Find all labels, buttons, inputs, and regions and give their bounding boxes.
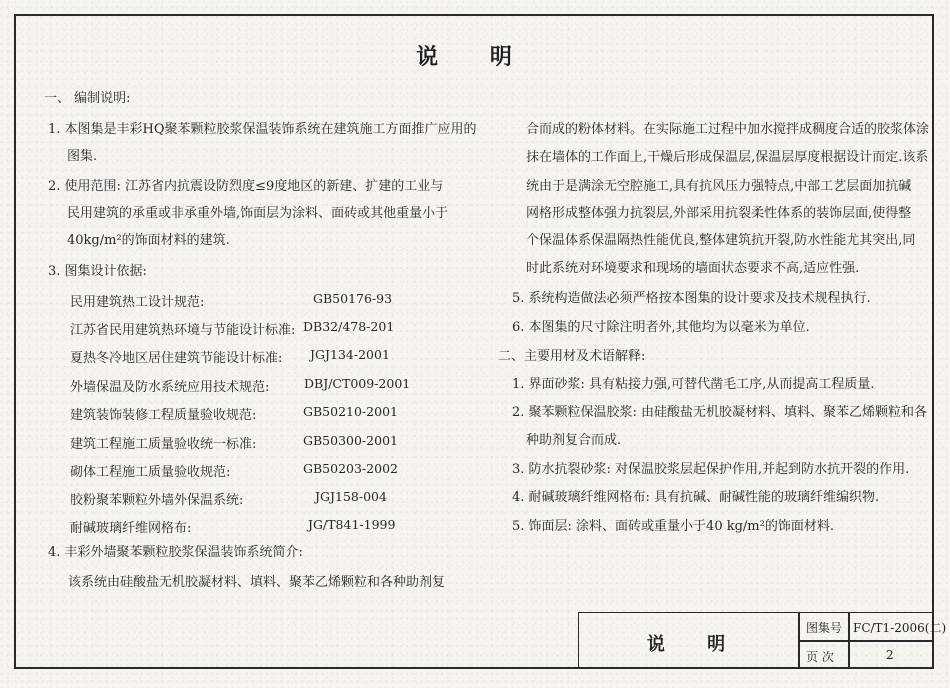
item-4-heading: 4. 丰彩外墙聚苯颗粒胶浆保温装饰系统简介: bbox=[48, 545, 303, 560]
standard-name: 建筑装饰装修工程质量验收规范: bbox=[70, 408, 257, 423]
material-4: 4. 耐碱玻璃纤维网格布: 具有抗碱、耐碱性能的玻璃纤维编织物. bbox=[512, 490, 880, 505]
item-5: 5. 系统构造做法必须严格按本图集的设计要求及技术规程执行. bbox=[512, 291, 871, 306]
standard-code: GB50203-2002 bbox=[303, 461, 398, 476]
standard-name: 胶粉聚苯颗粒外墙外保温系统: bbox=[70, 493, 244, 508]
page-title: 说 明 bbox=[416, 44, 534, 70]
material-3: 3. 防水抗裂砂浆: 对保温胶浆层起保护作用,并起到防水抗开裂的作用. bbox=[512, 462, 910, 477]
item-3-heading: 3. 图集设计依据: bbox=[48, 264, 147, 279]
standard-code: GB50210-2001 bbox=[303, 404, 398, 419]
page-number-value: 2 bbox=[886, 648, 894, 662]
material-2-line-2: 种助剂复合而成. bbox=[526, 433, 622, 448]
item-2-line-1: 2. 使用范围: 江苏省内抗震设防烈度≤9度地区的新建、扩建的工业与 bbox=[48, 179, 444, 194]
standard-code: DB32/478-201 bbox=[303, 319, 395, 334]
item-2-line-3: 40kg/m²的饰面材料的建筑. bbox=[67, 233, 230, 248]
drawing-frame bbox=[14, 14, 934, 669]
standard-name: 江苏省民用建筑热环境与节能设计标准: bbox=[70, 323, 296, 338]
standard-name: 外墙保温及防水系统应用技术规范: bbox=[70, 380, 270, 395]
item-6: 6. 本图集的尺寸除注明者外,其他均为以毫米为单位. bbox=[512, 320, 810, 335]
item-2-line-2: 民用建筑的承重或非承重外墙,饰面层为涂料、面砖或其他重量小于 bbox=[67, 206, 449, 221]
standard-code: DBJ/CT009-2001 bbox=[304, 376, 411, 391]
standard-code: GB50176-93 bbox=[313, 291, 393, 306]
continued-line-1: 合而成的粉体材料。在实际施工过程中加水搅拌成稠度合适的胶浆体涂 bbox=[526, 122, 930, 137]
standard-name: 建筑工程施工质量验收统一标准: bbox=[70, 437, 257, 452]
continued-line-4: 网格形成整体强力抗裂层,外部采用抗裂柔性体系的装饰层面,使得整 bbox=[526, 206, 912, 221]
atlas-number-label: 图集号 bbox=[806, 621, 843, 635]
standard-code: JG/T841-1999 bbox=[308, 517, 396, 532]
title-block-sheet-title: 说 明 bbox=[646, 634, 744, 655]
standard-code: GB50300-2001 bbox=[303, 433, 398, 448]
section-1-heading: 一、 编制说明: bbox=[44, 91, 131, 106]
continued-line-3: 统由于是满涂无空腔施工,具有抗风压力强特点,中部工艺层面加抗碱 bbox=[526, 179, 912, 194]
continued-line-2: 抹在墙体的工作面上,干燥后形成保温层,保温层厚度根据设计而定.该系 bbox=[526, 150, 929, 165]
item-4-line-1: 该系统由硅酸盐无机胶凝材料、填料、聚苯乙烯颗粒和各种助剂复 bbox=[68, 575, 446, 590]
material-1: 1. 界面砂浆: 具有粘接力强,可替代凿毛工序,从而提高工程质量. bbox=[512, 377, 875, 392]
atlas-number-value: FC/T1-2006(二) bbox=[853, 621, 947, 635]
standard-name: 夏热冬冷地区居住建筑节能设计标准: bbox=[70, 351, 283, 366]
item-1-line-2: 图集. bbox=[67, 149, 98, 164]
standard-name: 砌体工程施工质量验收规范: bbox=[70, 465, 231, 480]
standard-code: JGJ134-2001 bbox=[310, 347, 390, 362]
title-block-divider bbox=[798, 640, 934, 642]
continued-line-5: 个保温体系保温隔热性能优良,整体建筑抗开裂,防水性能尤其突出,同 bbox=[526, 233, 916, 248]
material-2-line-1: 2. 聚苯颗粒保温胶浆: 由硅酸盐无机胶凝材料、填料、聚苯乙烯颗粒和各 bbox=[512, 405, 928, 420]
section-2-heading: 二、主要用材及术语解释: bbox=[498, 349, 646, 364]
item-1-line-1: 1. 本图集是丰彩HQ聚苯颗粒胶浆保温装饰系统在建筑施工方面推广应用的 bbox=[48, 122, 477, 137]
standard-name: 民用建筑热工设计规范: bbox=[70, 295, 205, 310]
standard-code: JGJ158-004 bbox=[315, 489, 387, 504]
material-5: 5. 饰面层: 涂料、面砖或重量小于40 kg/m²的饰面材料. bbox=[512, 519, 834, 534]
standard-name: 耐碱玻璃纤维网格布: bbox=[70, 521, 192, 536]
page-number-label: 页 次 bbox=[806, 650, 834, 664]
continued-line-6: 时此系统对环境要求和现场的墙面状态要求不高,适应性强. bbox=[526, 261, 860, 276]
